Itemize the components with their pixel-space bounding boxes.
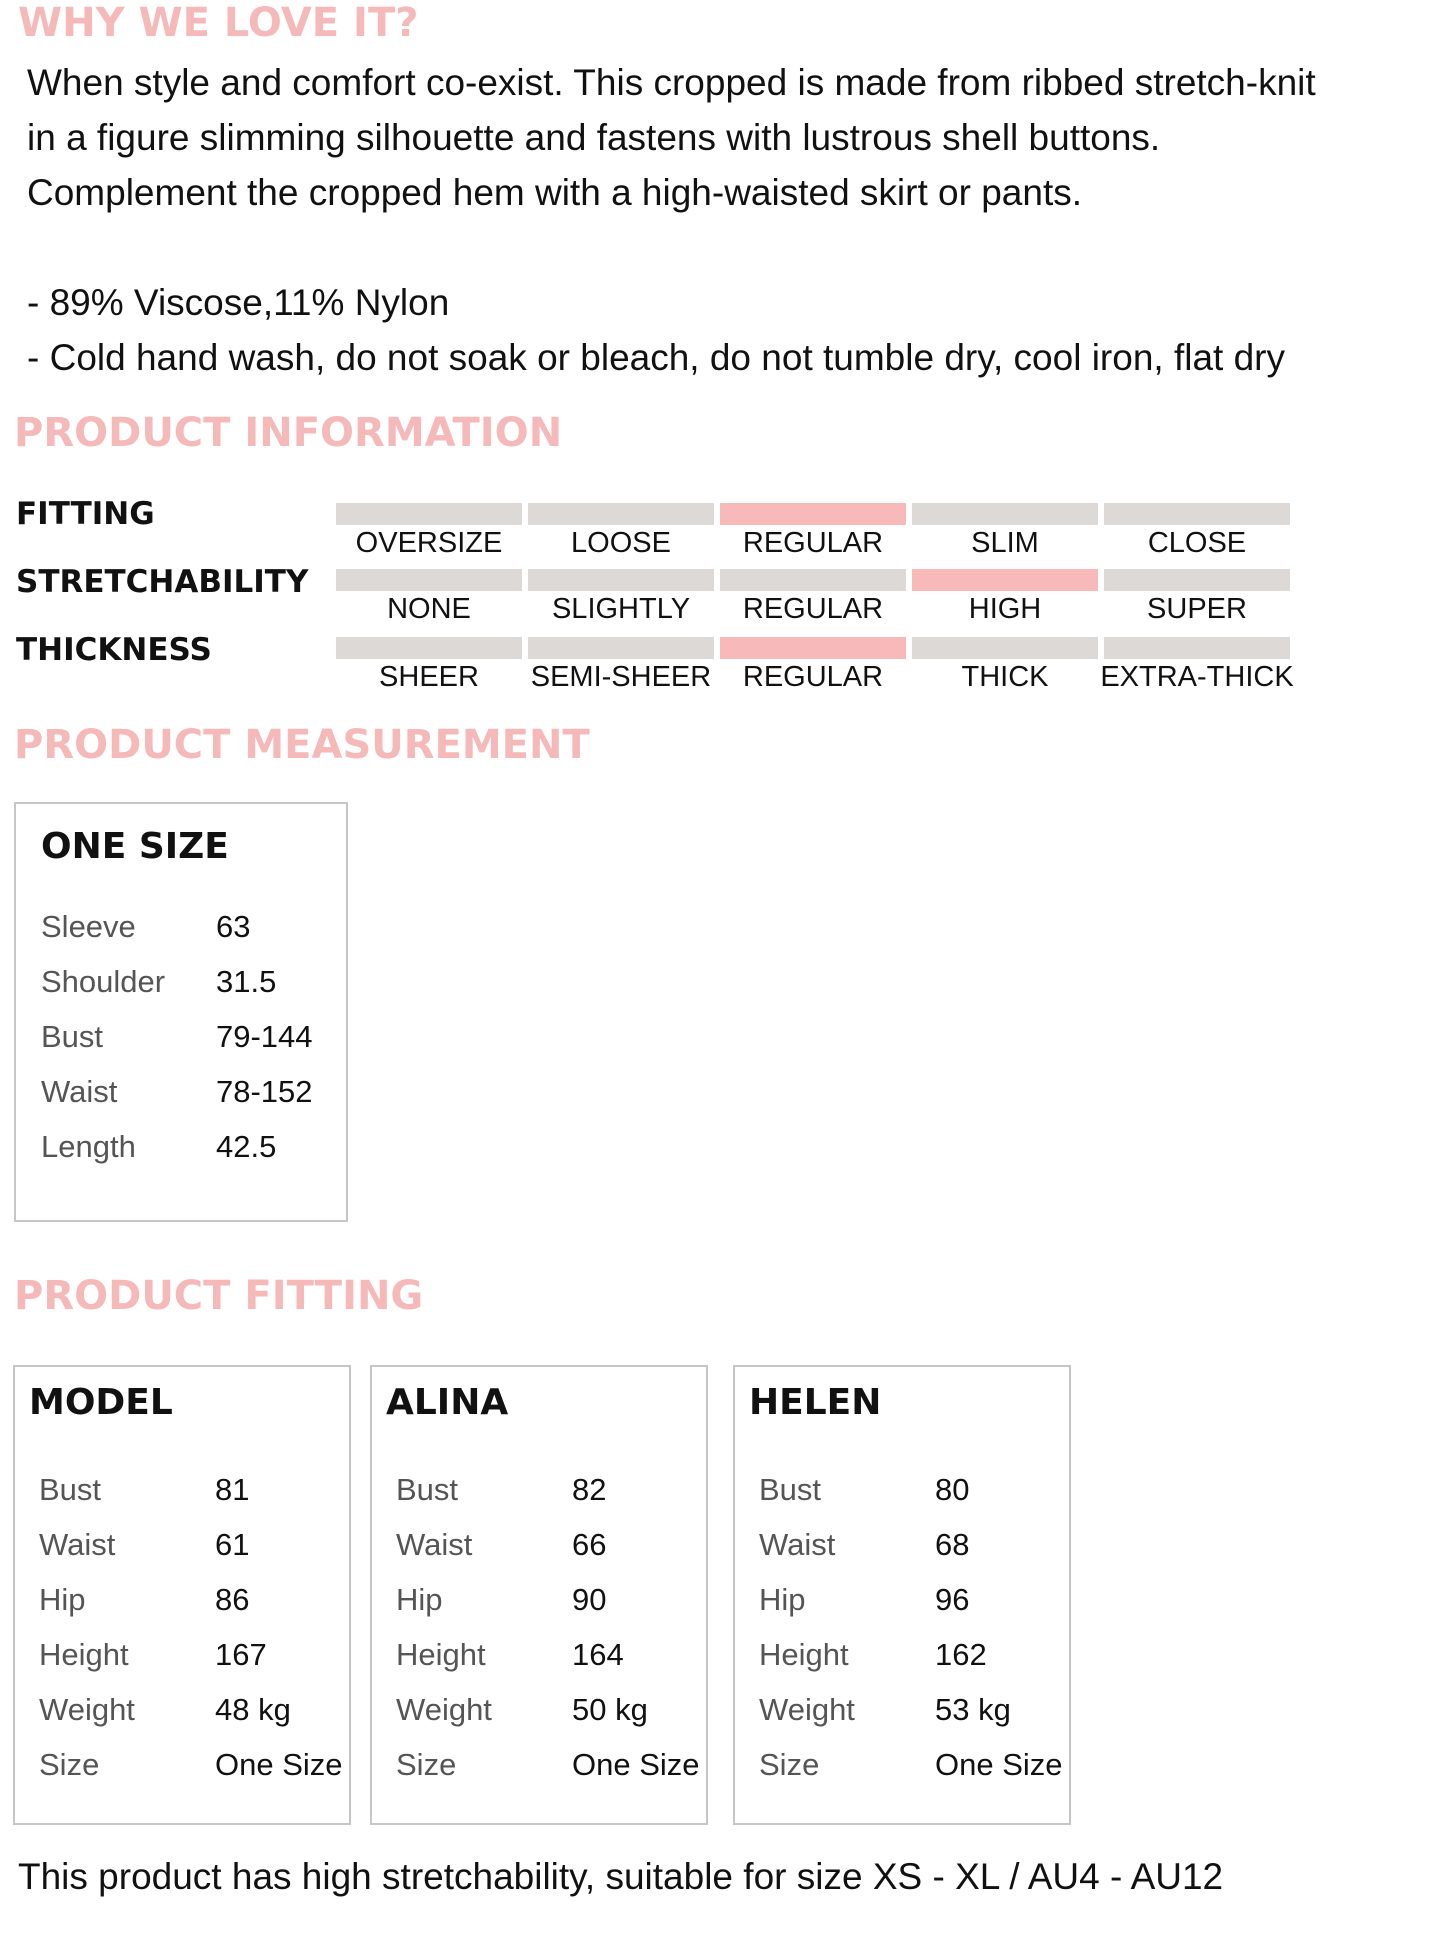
measurement-label-bust: Bust — [41, 1019, 104, 1054]
model-value: 86 — [215, 1582, 250, 1617]
model-value: 90 — [572, 1582, 607, 1617]
fitting-label: FITTING — [16, 496, 155, 532]
model-label: Size — [396, 1747, 457, 1782]
measurement-value-length: 42.5 — [216, 1129, 277, 1164]
measurement-heading: PRODUCT MEASUREMENT — [14, 722, 590, 768]
measurement-value-shoulder: 31.5 — [216, 964, 277, 999]
fitting-option-loose: LOOSE — [571, 527, 671, 559]
model-label: Waist — [396, 1527, 473, 1562]
thickness-option-regular: REGULAR — [742, 661, 884, 693]
why-heading: WHY WE LOVE IT? — [18, 0, 419, 46]
model-card — [370, 1365, 708, 1825]
model-label: Weight — [396, 1692, 492, 1727]
model-value: 164 — [572, 1637, 624, 1672]
measurement-card — [14, 802, 348, 1222]
model-label: Waist — [39, 1527, 116, 1562]
description-line: in a figure slimming silhouette and fastens with lustrous shell buttons. — [27, 117, 1161, 158]
model-value: 66 — [572, 1527, 607, 1562]
model-name: ALINA — [386, 1382, 509, 1423]
fitting-segment-loose — [528, 503, 714, 525]
fitting-heading: PRODUCT FITTING — [14, 1273, 424, 1319]
measurement-value-sleeve: 63 — [216, 909, 251, 944]
thickness-segment-extra-thick — [1104, 637, 1290, 659]
stretchability-option-high: HIGH — [968, 593, 1042, 625]
description — [27, 55, 1316, 385]
fitting-segment-regular — [720, 503, 906, 525]
model-value: One Size — [935, 1747, 1063, 1782]
measurement-value-bust: 79-144 — [216, 1019, 313, 1054]
model-label: Height — [39, 1637, 129, 1672]
stretchability-option-none: NONE — [387, 593, 471, 625]
thickness-segment-regular — [720, 637, 906, 659]
fitting-segment-slim — [912, 503, 1098, 525]
model-value: 53 kg — [935, 1692, 1011, 1727]
model-card — [733, 1365, 1071, 1825]
model-card — [13, 1365, 351, 1825]
model-label: Waist — [759, 1527, 836, 1562]
model-value: 48 kg — [215, 1692, 291, 1727]
fitting-option-close: CLOSE — [1147, 527, 1247, 559]
measurement-label-waist: Waist — [41, 1074, 118, 1109]
model-value: 61 — [215, 1527, 250, 1562]
material-bullet: - 89% Viscose,11% Nylon — [27, 282, 450, 323]
model-label: Bust — [39, 1472, 102, 1507]
model-value: 82 — [572, 1472, 607, 1507]
care-bullet: - Cold hand wash, do not soak or bleach, do not tumble dry, cool iron, flat dry — [27, 337, 1285, 378]
info-heading: PRODUCT INFORMATION — [14, 410, 563, 456]
model-label: Bust — [759, 1472, 822, 1507]
stretchability-segment-regular — [720, 569, 906, 591]
fitting-segment-oversize — [336, 503, 522, 525]
thickness-segment-sheer — [336, 637, 522, 659]
model-label: Bust — [396, 1472, 459, 1507]
description-line: Complement the cropped hem with a high-waisted skirt or pants. — [27, 172, 1083, 213]
thickness-option-semi-sheer: SEMI-SHEER — [530, 661, 712, 693]
model-label: Size — [39, 1747, 100, 1782]
stretchability-segment-slightly — [528, 569, 714, 591]
model-value: 81 — [215, 1472, 250, 1507]
model-label: Hip — [759, 1582, 806, 1617]
fitting-segment-close — [1104, 503, 1290, 525]
stretchability-segment-super — [1104, 569, 1290, 591]
model-value: 68 — [935, 1527, 970, 1562]
measurement-label-sleeve: Sleeve — [41, 909, 136, 944]
thickness-option-thick: THICK — [961, 661, 1049, 693]
model-value: 167 — [215, 1637, 267, 1672]
model-name: MODEL — [29, 1382, 173, 1423]
model-label: Height — [396, 1637, 486, 1672]
description-line: When style and comfort co-exist. This cropped is made from ribbed stretch-knit — [27, 62, 1316, 103]
model-name: HELEN — [749, 1382, 882, 1423]
stretch-note: This product has high stretchability, suitable for size XS - XL / AU4 - AU12 — [18, 1856, 1224, 1897]
model-label: Weight — [39, 1692, 135, 1727]
model-value: One Size — [215, 1747, 343, 1782]
model-value: One Size — [572, 1747, 700, 1782]
model-value: 162 — [935, 1637, 987, 1672]
model-value: 96 — [935, 1582, 970, 1617]
thickness-segment-semi-sheer — [528, 637, 714, 659]
stretchability-option-super: SUPER — [1147, 593, 1247, 625]
stretchability-option-slightly: SLIGHTLY — [551, 593, 691, 625]
fitting-option-regular: REGULAR — [742, 527, 884, 559]
thickness-label: THICKNESS — [16, 632, 212, 668]
model-label: Height — [759, 1637, 849, 1672]
model-label: Hip — [39, 1582, 86, 1617]
model-label: Weight — [759, 1692, 855, 1727]
model-label: Hip — [396, 1582, 443, 1617]
stretchability-label: STRETCHABILITY — [16, 564, 309, 600]
stretchability-segment-high — [912, 569, 1098, 591]
model-value: 50 kg — [572, 1692, 648, 1727]
thickness-option-extra-thick: EXTRA-THICK — [1100, 661, 1294, 693]
model-label: Size — [759, 1747, 820, 1782]
measurement-value-waist: 78-152 — [216, 1074, 313, 1109]
stretchability-option-regular: REGULAR — [742, 593, 884, 625]
fitting-option-slim: SLIM — [971, 527, 1039, 559]
measurement-card-title: ONE SIZE — [41, 826, 229, 867]
thickness-option-sheer: SHEER — [379, 661, 479, 693]
stretchability-segment-none — [336, 569, 522, 591]
thickness-segment-thick — [912, 637, 1098, 659]
measurement-label-shoulder: Shoulder — [41, 964, 166, 999]
measurement-label-length: Length — [41, 1129, 136, 1164]
fitting-option-oversize: OVERSIZE — [355, 527, 503, 559]
model-value: 80 — [935, 1472, 970, 1507]
